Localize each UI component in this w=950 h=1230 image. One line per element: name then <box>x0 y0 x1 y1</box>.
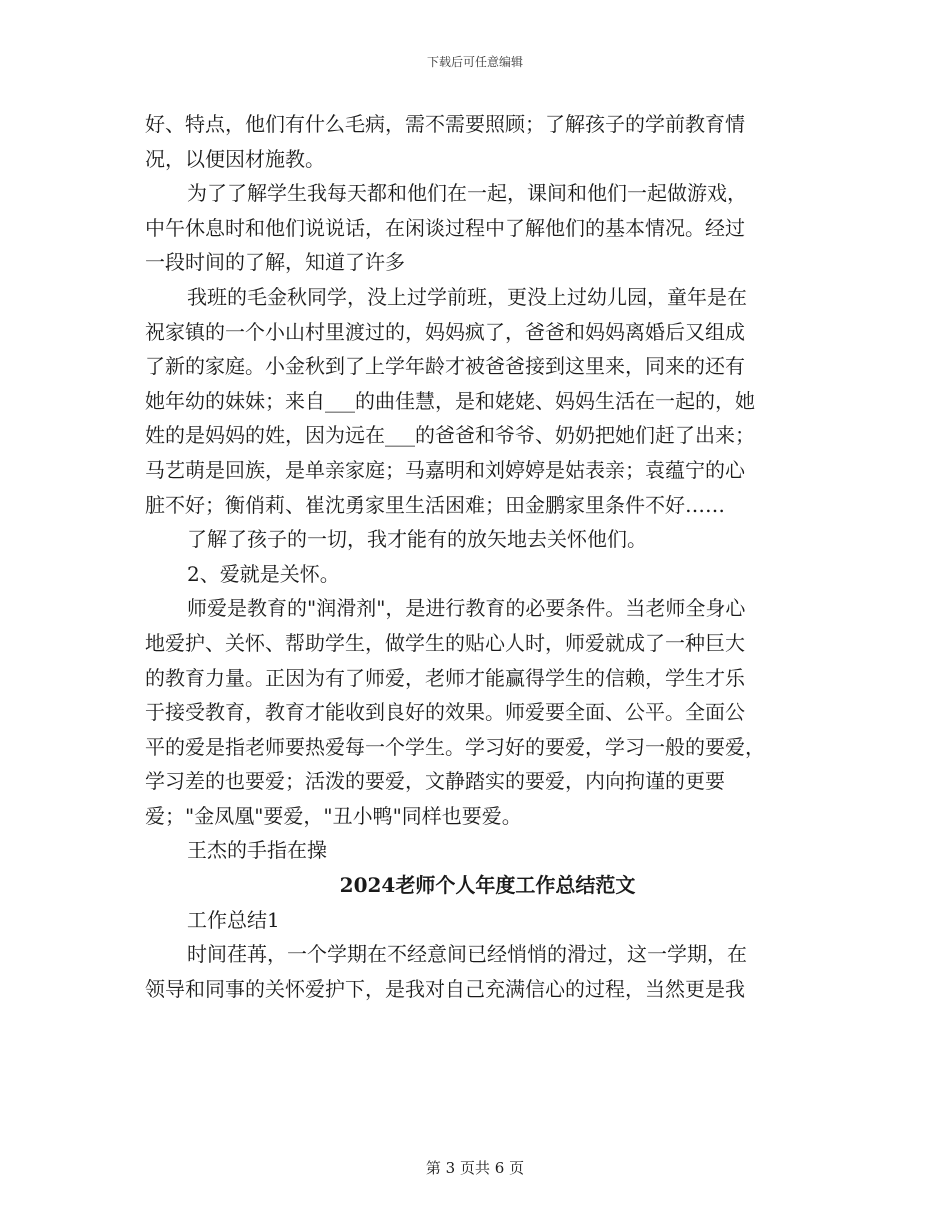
paragraph-line: 领导和同事的关怀爱护下，是我对自己充满信心的过程，当然更是我 <box>145 976 745 1001</box>
paragraph-line: 于接受教育，教育才能收到良好的效果。师爱要全面、公平。全面公 <box>145 700 745 725</box>
paragraph-line: 为了了解学生我每天都和他们在一起，课间和他们一起做游戏， <box>187 181 747 206</box>
page-header-note: 下载后可任意编辑 <box>426 55 523 69</box>
paragraph-line: 王杰的手指在操 <box>187 838 327 863</box>
paragraph-line: 时间荏苒，一个学期在不经意间已经悄悄的滑过，这一学期，在 <box>187 942 747 967</box>
paragraph-line: 姓的是妈妈的姓，因为远在___的爸爸和爷爷、奶奶把她们赶了出来； <box>145 423 755 448</box>
paragraph-line: 马艺萌是回族，是单亲家庭；马嘉明和刘婷婷是姑表亲；袁蕴宁的心 <box>145 457 745 482</box>
document-title: 2024老师个人年度工作总结范文 <box>339 873 636 898</box>
paragraph-line: 学习差的也要爱；活泼的要爱，文静踏实的要爱，内向拘谨的更要 <box>145 769 725 794</box>
paragraph-line: 好、特点，他们有什么毛病，需不需要照顾；了解孩子的学前教育情 <box>145 112 745 136</box>
paragraph-line: 中午休息时和他们说说话，在闲谈过程中了解他们的基本情况。经过 <box>145 215 745 240</box>
paragraph-line: 况，以便因材施教。 <box>145 146 325 171</box>
paragraph-line: 脏不好；衡俏莉、崔沈勇家里生活困难；田金鹏家里条件不好…… <box>145 492 725 517</box>
paragraph-line: 了新的家庭。小金秋到了上学年龄才被爸爸接到这里来，同来的还有 <box>145 354 745 379</box>
document-body <box>145 107 810 1006</box>
paragraph-line: 爱；"金凤凰"要爱，"丑小鸭"同样也要爱。 <box>145 803 522 828</box>
section-subheading: 工作总结1 <box>187 907 280 932</box>
paragraph-line: 祝家镇的一个小山村里渡过的，妈妈疯了，爸爸和妈妈离婚后又组成 <box>145 319 745 344</box>
paragraph-line: 地爱护、关怀、帮助学生，做学生的贴心人时，师爱就成了一种巨大 <box>145 630 745 655</box>
paragraph-line: 师爱是教育的"润滑剂"，是进行教育的必要条件。当老师全身心 <box>187 596 746 621</box>
paragraph-line: 平的爱是指老师要热爱每一个学生。学习好的要爱，学习一般的要爱， <box>145 734 765 759</box>
paragraph-line: 了解了孩子的一切，我才能有的放矢地去关怀他们。 <box>187 527 647 552</box>
section-subheading: 2、爱就是关怀。 <box>187 561 340 586</box>
paragraph-line: 一段时间的了解，知道了许多 <box>145 250 405 275</box>
page-number-footer: 第 3 页共 6 页 <box>425 1159 525 1177</box>
paragraph-line: 她年幼的妹妹；来自___的曲佳慧，是和姥姥、妈妈生活在一起的，她 <box>145 388 755 413</box>
paragraph-line: 我班的毛金秋同学，没上过学前班，更没上过幼儿园，童年是在 <box>187 284 747 309</box>
paragraph-line: 的教育力量。正因为有了师爱，老师才能赢得学生的信赖，学生才乐 <box>145 665 745 690</box>
